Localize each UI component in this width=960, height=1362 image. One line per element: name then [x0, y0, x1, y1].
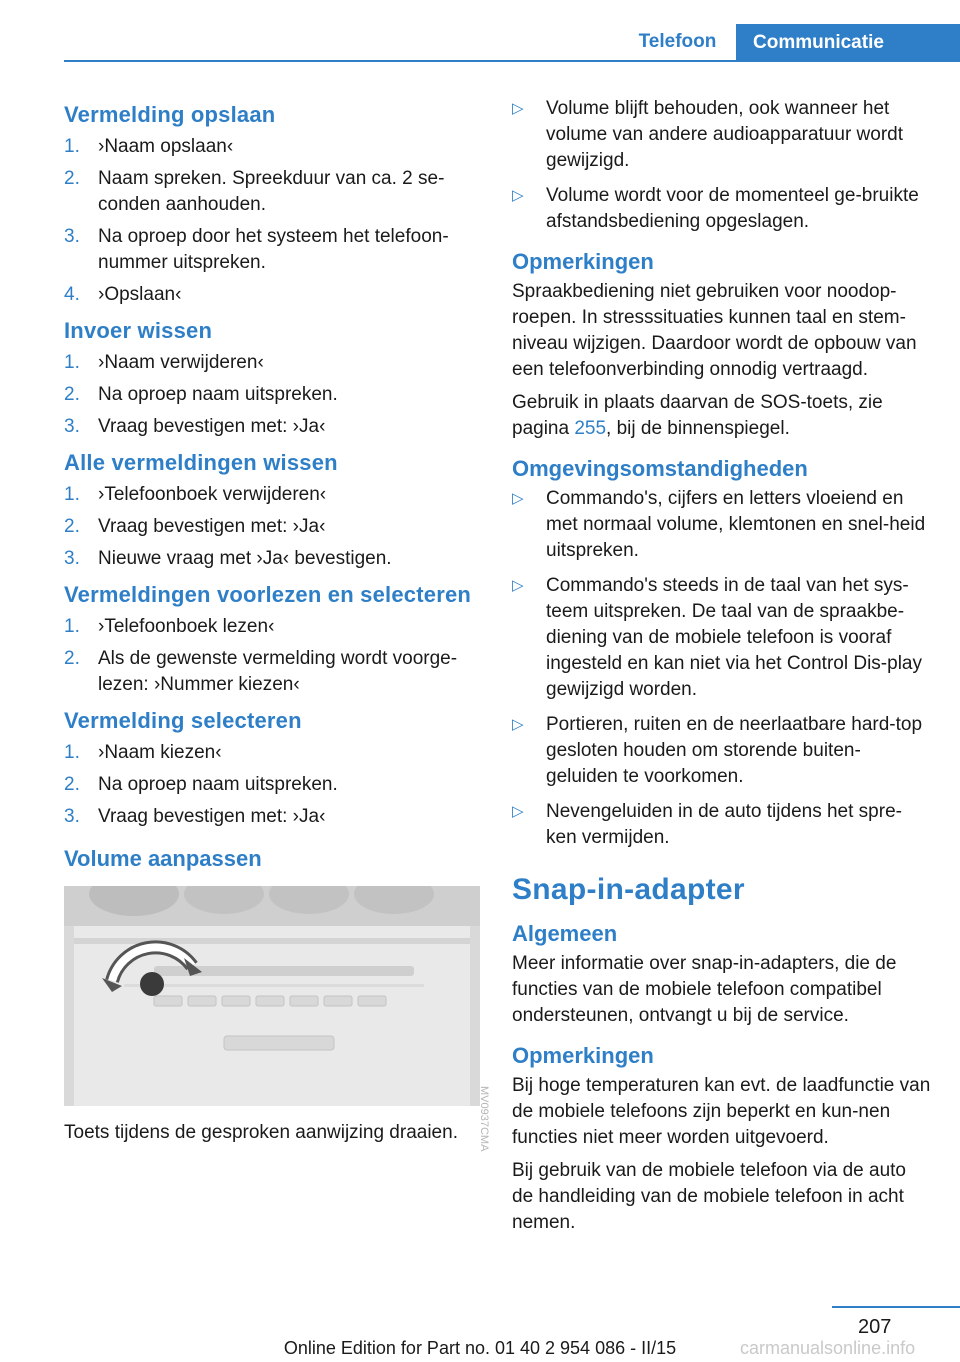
list-number: 1. [64, 616, 80, 637]
section-title: Vermelding opslaan [64, 102, 276, 127]
chapter-title: Snap-in-adapter [512, 873, 745, 906]
list-number: 3. [64, 806, 80, 827]
section-title: Vermelding selecteren [64, 708, 302, 733]
bullet-item: ▷ Nevengeluiden in de auto tijdens het spre-ken vermijden. [512, 801, 902, 848]
triangle-bullet-icon: ▷ [512, 100, 524, 117]
page-link[interactable]: 255 [574, 418, 607, 439]
list-item: 1. ›Naam verwijderen‹ [64, 350, 480, 376]
watermark: carmanualsonline.info [740, 1338, 916, 1358]
list-number: 1. [64, 484, 80, 505]
page-number: 207 [858, 1316, 892, 1338]
list-number: 4. [64, 284, 80, 305]
bullet-item: ▷ Volume blijft behouden, ook wanneer het volume van andere audioapparatuur wordt gewijzigd. [512, 98, 904, 171]
list-number: 3. [64, 416, 80, 437]
list-item: 4. ›Opslaan‹ [64, 282, 480, 308]
list-item: 2. Na oproep naam uitspreken. [64, 772, 480, 798]
figure-caption: Toets tijdens de gesproken aanwijzing draaien. [64, 1122, 458, 1143]
dashboard-volume-knob-image [64, 886, 480, 1106]
section-title: Vermeldingen voorlezen en selecteren [64, 582, 472, 607]
right-column [512, 96, 932, 1243]
section-title: Invoer wissen [64, 318, 213, 343]
paragraph: Bij hoge temperaturen kan evt. de laadfunctie van de mobiele telefoons zijn beperkt en kun-nen functies niet meer worden uitgevoerd. [512, 1075, 931, 1148]
edition-line: Online Edition for Part no. 01 40 2 954 086 - II/15 [283, 1338, 677, 1358]
list-number: 3. [64, 548, 80, 569]
triangle-bullet-icon: ▷ [512, 716, 524, 733]
list-item: 3. Nieuwe vraag met ›Ja‹ bevestigen. [64, 546, 480, 572]
list-item: 2. Naam spreken. Spreekduur van ca. 2 se-conden aanhouden. [64, 168, 445, 215]
left-column [64, 96, 490, 1153]
list-number: 1. [64, 136, 80, 157]
list-item: 3. Na oproep door het systeem het telefoon-nummer uitspreken. [64, 226, 449, 273]
list-item: 3. Vraag bevestigen met: ›Ja‹ [64, 804, 480, 830]
paragraph: Gebruik in plaats daarvan de SOS-toets, zie pagina 255, bij de binnenspiegel. [512, 392, 883, 439]
footer-rule [832, 1306, 960, 1308]
paragraph: Meer informatie over snap-in-adapters, die de functies van de mobiele telefoon compatibel ondersteunen, ontvangt u bij de service. [512, 953, 897, 1026]
list-number: 2. [64, 516, 80, 537]
section-title: Opmerkingen [512, 249, 654, 274]
header-rule [64, 60, 960, 62]
bullet-item: ▷ Commando's steeds in de taal van het sys-teem uitspreken. De taal van de spraakbe-diening van de mobiele telefoon is vooraf ingesteld en kan niet via het Control Dis-play gewijzigd worden. [512, 575, 922, 700]
paragraph: Spraakbediening niet gebruiken voor noodop-roepen. In stresssituaties kunnen taal en stem-niveau wijzigen. Daardoor wordt de opbouw van een telefoonverbinding onnodig vertraagd. [512, 281, 917, 380]
bullet-item: ▷ Volume wordt voor de momenteel ge-bruikte afstandsbediening opgeslagen. [512, 185, 919, 232]
section-title: Opmerkingen [512, 1043, 654, 1068]
paragraph: Bij gebruik van de mobiele telefoon via de auto de handleiding van de mobiele telefoon in acht nemen. [512, 1160, 906, 1233]
triangle-bullet-icon: ▷ [512, 803, 524, 820]
triangle-bullet-icon: ▷ [512, 490, 524, 507]
list-number: 2. [64, 168, 80, 189]
list-item: 1. ›Telefoonboek verwijderen‹ [64, 482, 480, 508]
list-item: 2. Als de gewenste vermelding wordt voorge-lezen: ›Nummer kiezen‹ [64, 648, 458, 695]
section-title: Algemeen [512, 921, 618, 946]
image-code: MV0937CMA [478, 1086, 490, 1152]
list-number: 3. [64, 226, 80, 247]
list-item: 1. ›Naam opslaan‹ [64, 134, 480, 160]
header-tab-communicatie: Communicatie [736, 24, 960, 62]
list-number: 1. [64, 742, 80, 763]
list-item: 3. Vraag bevestigen met: ›Ja‹ [64, 414, 480, 440]
triangle-bullet-icon: ▷ [512, 187, 524, 204]
section-title: Omgevingsomstandigheden [512, 456, 808, 481]
list-number: 2. [64, 384, 80, 405]
section-title: Alle vermeldingen wissen [64, 450, 338, 475]
header-tab-telefoon: Telefoon [638, 31, 717, 52]
triangle-bullet-icon: ▷ [512, 577, 524, 594]
bullet-item: ▷ Portieren, ruiten en de neerlaatbare hard-top gesloten houden om storende buiten-geluiden te voorkomen. [512, 714, 923, 787]
section-title-volume: Volume aanpassen [64, 846, 262, 871]
list-item: 1. ›Naam kiezen‹ [64, 740, 480, 766]
list-number: 1. [64, 352, 80, 373]
list-number: 2. [64, 774, 80, 795]
list-item: 2. Vraag bevestigen met: ›Ja‹ [64, 514, 480, 540]
bullet-item: ▷ Commando's, cijfers en letters vloeiend en met normaal volume, klemtonen en snel-heid uitspreken. [512, 488, 926, 561]
list-item: 2. Na oproep naam uitspreken. [64, 382, 480, 408]
list-number: 2. [64, 648, 80, 669]
list-item: 1. ›Telefoonboek lezen‹ [64, 614, 480, 640]
